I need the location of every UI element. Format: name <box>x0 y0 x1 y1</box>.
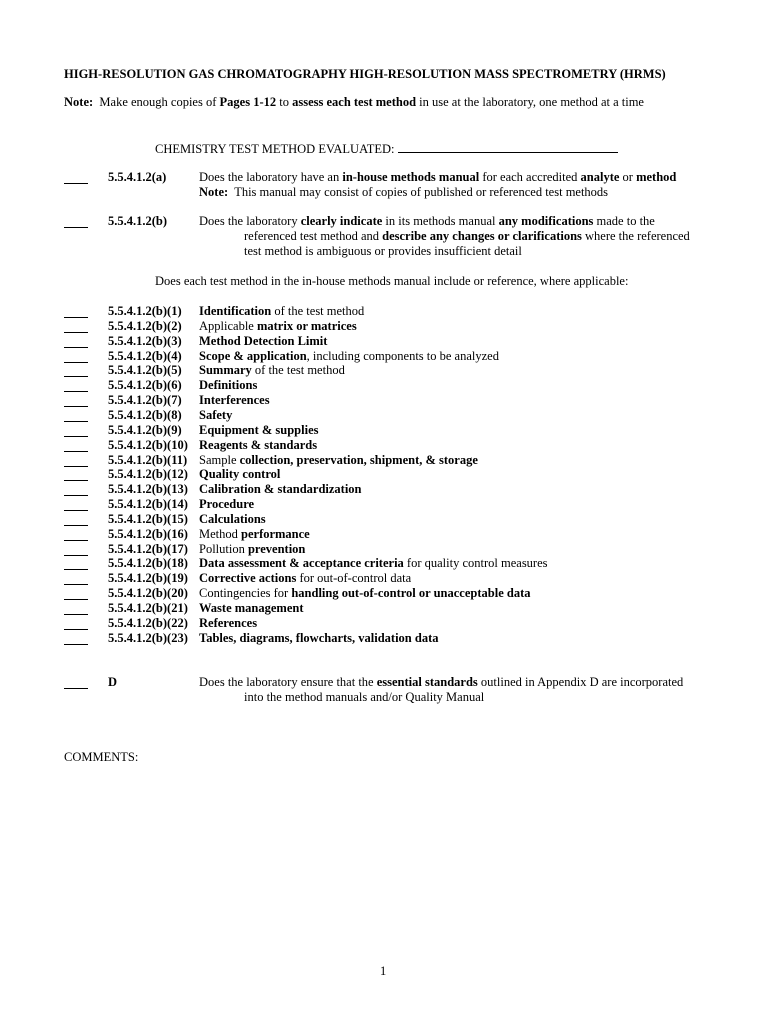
text-span: for out-of-control data <box>296 571 412 585</box>
note-text: in use at the laboratory, one method at a time <box>416 95 644 109</box>
text-span: outlined in Appendix D are incorporated <box>477 675 684 689</box>
subitem-description <box>199 512 266 527</box>
text-span: of the test method <box>271 304 365 318</box>
bold-span: Calculations <box>199 512 266 526</box>
checkbox-blank[interactable] <box>64 602 88 615</box>
text-span: Method <box>199 527 242 541</box>
bold-span: Identification <box>199 304 272 318</box>
chemistry-method-row <box>155 140 618 157</box>
checkbox-blank[interactable] <box>64 557 88 570</box>
subitem-code: 5.5.4.1.2(b)(13) <box>108 482 188 496</box>
checkbox-blank[interactable] <box>64 424 88 437</box>
bold-span: References <box>199 616 258 630</box>
text-span: Applicable <box>199 319 257 333</box>
comments-label: COMMENTS: <box>64 750 139 764</box>
checkbox-blank[interactable] <box>64 364 88 377</box>
checkbox-blank[interactable] <box>64 617 88 630</box>
checkbox-blank[interactable] <box>64 513 88 526</box>
subitem-description <box>199 334 327 349</box>
subitem-code: 5.5.4.1.2(b)(6) <box>108 378 182 392</box>
subitem-description <box>199 556 548 571</box>
checkbox-blank[interactable] <box>64 572 88 585</box>
text-span: or <box>619 170 637 184</box>
subitem-code: 5.5.4.1.2(b)(2) <box>108 319 182 333</box>
subitem-description <box>199 378 257 393</box>
checkbox-blank[interactable] <box>64 454 88 467</box>
bold-span: collection, preservation, shipment, & storage <box>239 453 478 467</box>
bold-span: Equipment & supplies <box>199 423 319 437</box>
subitem-description <box>199 631 439 646</box>
bold-span: method <box>636 170 677 184</box>
checkbox-blank[interactable] <box>64 335 88 348</box>
subitem-code: 5.5.4.1.2(b)(11) <box>108 453 188 467</box>
note-text: Make enough copies of <box>99 95 220 109</box>
note-label: Note: <box>64 95 94 109</box>
subitem-description <box>199 467 280 482</box>
bold-span: clearly indicate <box>300 214 383 228</box>
bold-span: describe any changes or clarifications <box>382 229 582 243</box>
subitem-code: 5.5.4.1.2(b)(4) <box>108 349 182 363</box>
subitem-description <box>199 393 270 408</box>
chemistry-method-field[interactable] <box>398 140 618 153</box>
checkbox-blank[interactable] <box>64 676 88 689</box>
subitem-code: 5.5.4.1.2(b)(23) <box>108 631 188 645</box>
text-span: Does the laboratory ensure that the <box>199 675 377 689</box>
item-description-cont: test method is ambiguous or provides insufficient detail <box>244 244 522 258</box>
document-title: HIGH-RESOLUTION GAS CHROMATOGRAPHY HIGH-RESOLUTION MASS SPECTROMETRY (HRMS) <box>64 67 666 81</box>
subitem-code: 5.5.4.1.2(b)(10) <box>108 438 188 452</box>
subitem-code: 5.5.4.1.2(b)(9) <box>108 423 182 437</box>
checkbox-blank[interactable] <box>64 543 88 556</box>
bold-span: prevention <box>247 542 306 556</box>
subitem-code: 5.5.4.1.2(b)(19) <box>108 571 188 585</box>
text-span: This manual may consist of copies of published or referenced test methods <box>234 185 609 199</box>
subitem-description <box>199 482 362 497</box>
checkbox-blank[interactable] <box>64 305 88 318</box>
text-span: Pollution <box>199 542 248 556</box>
subitem-description <box>199 586 530 601</box>
checkbox-blank[interactable] <box>64 468 88 481</box>
checkbox-blank[interactable] <box>64 587 88 600</box>
bold-span: Definitions <box>199 378 258 392</box>
bold-span: Summary <box>199 363 252 377</box>
subitem-description <box>199 438 317 453</box>
subitem-description <box>199 363 345 378</box>
subitem-code: 5.5.4.1.2(b)(8) <box>108 408 182 422</box>
bold-span: any modifications <box>498 214 594 228</box>
item-note <box>199 185 608 200</box>
bold-span: performance <box>241 527 310 541</box>
bold-span: Waste management <box>199 601 304 615</box>
bold-span: matrix or matrices <box>256 319 357 333</box>
bold-span: analyte <box>580 170 620 184</box>
item-description-cont: into the method manuals and/or Quality Manual <box>244 690 485 704</box>
subitem-code: 5.5.4.1.2(b)(3) <box>108 334 182 348</box>
bold-span: Corrective actions <box>199 571 297 585</box>
checkbox-blank[interactable] <box>64 632 88 645</box>
note-assess: assess each test method <box>292 95 417 109</box>
subitem-code: 5.5.4.1.2(b)(18) <box>108 556 188 570</box>
text-span: referenced test method and <box>244 229 383 243</box>
checkbox-blank[interactable] <box>64 483 88 496</box>
subitem-description <box>199 542 305 557</box>
bold-span: Scope & application <box>199 349 307 363</box>
checkbox-blank[interactable] <box>64 320 88 333</box>
bold-span: in-house methods manual <box>342 170 480 184</box>
subitem-code: 5.5.4.1.2(b)(17) <box>108 542 188 556</box>
subitem-code: 5.5.4.1.2(b)(15) <box>108 512 188 526</box>
bold-span: Tables, diagrams, flowcharts, validation data <box>199 631 439 645</box>
text-span: , including components to be analyzed <box>306 349 499 363</box>
bold-span: handling out-of-control or unacceptable data <box>291 586 531 600</box>
subitem-description <box>199 408 232 423</box>
checkbox-blank[interactable] <box>64 215 88 228</box>
text-span: Sample <box>199 453 240 467</box>
bold-span: Method Detection Limit <box>199 334 328 348</box>
text-span: of the test method <box>251 363 345 377</box>
checkbox-blank[interactable] <box>64 379 88 392</box>
subitem-description <box>199 304 364 319</box>
subitem-code: 5.5.4.1.2(b)(1) <box>108 304 182 318</box>
text-span: Contingencies for <box>199 586 292 600</box>
item-code: 5.5.4.1.2(b) <box>108 214 168 228</box>
subitem-description <box>199 616 257 631</box>
subitem-description <box>199 453 478 468</box>
page-number: 1 <box>380 964 387 978</box>
item-description-cont <box>244 229 690 244</box>
checkbox-blank[interactable] <box>64 528 88 541</box>
checkbox-blank[interactable] <box>64 394 88 407</box>
subitem-code: 5.5.4.1.2(b)(7) <box>108 393 182 407</box>
item-code: D <box>108 675 118 689</box>
subitem-code: 5.5.4.1.2(b)(5) <box>108 363 182 377</box>
bold-span: Quality control <box>199 467 281 481</box>
subitem-description <box>199 571 411 586</box>
item-code: 5.5.4.1.2(a) <box>108 170 167 184</box>
bold-span: Reagents & standards <box>199 438 318 452</box>
checkbox-blank[interactable] <box>64 439 88 452</box>
bold-span: essential standards <box>376 675 478 689</box>
bold-span: Procedure <box>199 497 255 511</box>
checkbox-blank[interactable] <box>64 409 88 422</box>
subitem-code: 5.5.4.1.2(b)(20) <box>108 586 188 600</box>
item-description <box>199 170 676 185</box>
subitems-intro: Does each test method in the in-house methods manual include or reference, where applicable: <box>155 274 629 288</box>
bold-span: Safety <box>199 408 233 422</box>
bold-span: Calibration & standardization <box>199 482 362 496</box>
text-span: for each accredited <box>479 170 581 184</box>
note-pages: Pages 1-12 <box>219 95 277 109</box>
text-span: made to the <box>593 214 655 228</box>
text-span: in its methods manual <box>382 214 499 228</box>
note-line <box>64 95 644 110</box>
text-span: Does the laboratory <box>199 214 301 228</box>
text-span: where the referenced <box>581 229 690 243</box>
subitem-code: 5.5.4.1.2(b)(12) <box>108 467 188 481</box>
subitem-description <box>199 319 357 334</box>
text-span: for quality control measures <box>403 556 548 570</box>
note-label: Note: <box>199 185 229 199</box>
checkbox-blank[interactable] <box>64 498 88 511</box>
subitem-code: 5.5.4.1.2(b)(21) <box>108 601 188 615</box>
note-text: to <box>276 95 293 109</box>
bold-span: Interferences <box>199 393 270 407</box>
text-span: Does the laboratory have an <box>199 170 343 184</box>
checkbox-blank[interactable] <box>64 350 88 363</box>
subitem-code: 5.5.4.1.2(b)(14) <box>108 497 188 511</box>
subitem-description <box>199 497 254 512</box>
subitem-code: 5.5.4.1.2(b)(16) <box>108 527 188 541</box>
subitem-description <box>199 601 304 616</box>
bold-span: Data assessment & acceptance criteria <box>199 556 404 570</box>
subitem-description <box>199 349 499 364</box>
checkbox-blank[interactable] <box>64 171 88 184</box>
item-description <box>199 214 655 229</box>
chemistry-method-label: CHEMISTRY TEST METHOD EVALUATED: <box>155 142 395 156</box>
subitem-description <box>199 423 318 438</box>
subitem-description <box>199 527 310 542</box>
subitem-code: 5.5.4.1.2(b)(22) <box>108 616 188 630</box>
item-description <box>199 675 683 690</box>
